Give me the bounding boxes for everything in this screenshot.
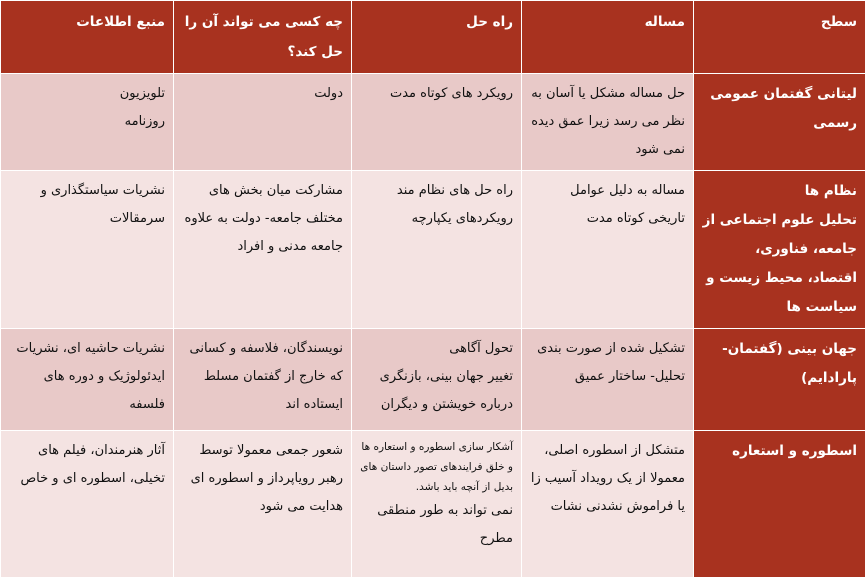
row-level bbox=[694, 171, 865, 329]
row-problem: مساله به دلیل عوامل تاریخی کوتاه مدت bbox=[522, 171, 694, 329]
table-row bbox=[1, 431, 865, 578]
row-level-title: نظام ها bbox=[702, 177, 857, 206]
row-source: نشریات حاشیه ای، نشریات ایدئولوژیک و دوره های فلسفه bbox=[1, 329, 174, 431]
table-row bbox=[1, 329, 865, 431]
row-who: شعور جمعی معمولا توسط رهبر رویاپرداز و اسطوره ای هدایت می شود bbox=[174, 431, 352, 578]
row-solution bbox=[352, 431, 522, 578]
header-who bbox=[174, 1, 352, 74]
row-who: نویسندگان، فلاسفه و کسانی که خارج از گفتمان مسلط ایستاده اند bbox=[174, 329, 352, 431]
header-solution: راه حل bbox=[352, 1, 522, 74]
row-problem: تشکیل شده از صورت بندی تحلیل- ساختار عمیق bbox=[522, 329, 694, 431]
row-problem: متشکل از اسطوره اصلی، معمولا از یک رویداد آسیب زا یا فراموش نشدنی نشات bbox=[522, 431, 694, 578]
row-level: جهان بینی (گفتمان- پارادایم) bbox=[694, 329, 865, 431]
solution-line: نمی تواند به طور منطقی مطرح bbox=[360, 497, 513, 553]
table-row bbox=[1, 171, 865, 329]
header-level: سطح bbox=[694, 1, 865, 74]
row-source: نشریات سیاستگذاری و سرمقالات bbox=[1, 171, 174, 329]
header-who-line2: حل کند؟ bbox=[182, 37, 343, 67]
row-source bbox=[1, 74, 174, 171]
row-level: اسطوره و استعاره bbox=[694, 431, 865, 578]
header-row bbox=[1, 1, 865, 74]
row-who: مشارکت میان بخش های مختلف جامعه- دولت به علاوه جامعه مدنی و افراد bbox=[174, 171, 352, 329]
row-level: لیتانی گفتمان عمومی رسمی bbox=[694, 74, 865, 171]
source-line: روزنامه bbox=[9, 108, 165, 136]
header-who-line1: چه کسی می تواند آن را bbox=[182, 7, 343, 37]
table-row bbox=[1, 74, 865, 171]
solution-line: تحول آگاهی bbox=[360, 335, 513, 363]
row-who: دولت bbox=[174, 74, 352, 171]
row-solution: رویکرد های کوتاه مدت bbox=[352, 74, 522, 171]
row-solution: راه حل های نظام مند رویکردهای یکپارچه bbox=[352, 171, 522, 329]
header-source: منبع اطلاعات bbox=[1, 1, 174, 74]
row-solution bbox=[352, 329, 522, 431]
solution-line: تغییر جهان بینی، بازنگری درباره خویشتن و دیگران bbox=[360, 363, 513, 419]
row-source: آثار هنرمندان، فیلم های تخیلی، اسطوره ای و خاص bbox=[1, 431, 174, 578]
solution-note: آشکار سازی اسطوره و استعاره ها و خلق فرایندهای تصور داستان های بدیل از آنچه باید باشد. bbox=[360, 437, 513, 497]
row-problem: حل مساله مشکل یا آسان به نظر می رسد زیرا عمق دیده نمی شود bbox=[522, 74, 694, 171]
source-line: تلویزیون bbox=[9, 80, 165, 108]
row-level-detail: تحلیل علوم اجتماعی از جامعه، فناوری، اقتصاد، محیط زیست و سیاست ها bbox=[702, 206, 857, 322]
header-problem: مساله bbox=[522, 1, 694, 74]
